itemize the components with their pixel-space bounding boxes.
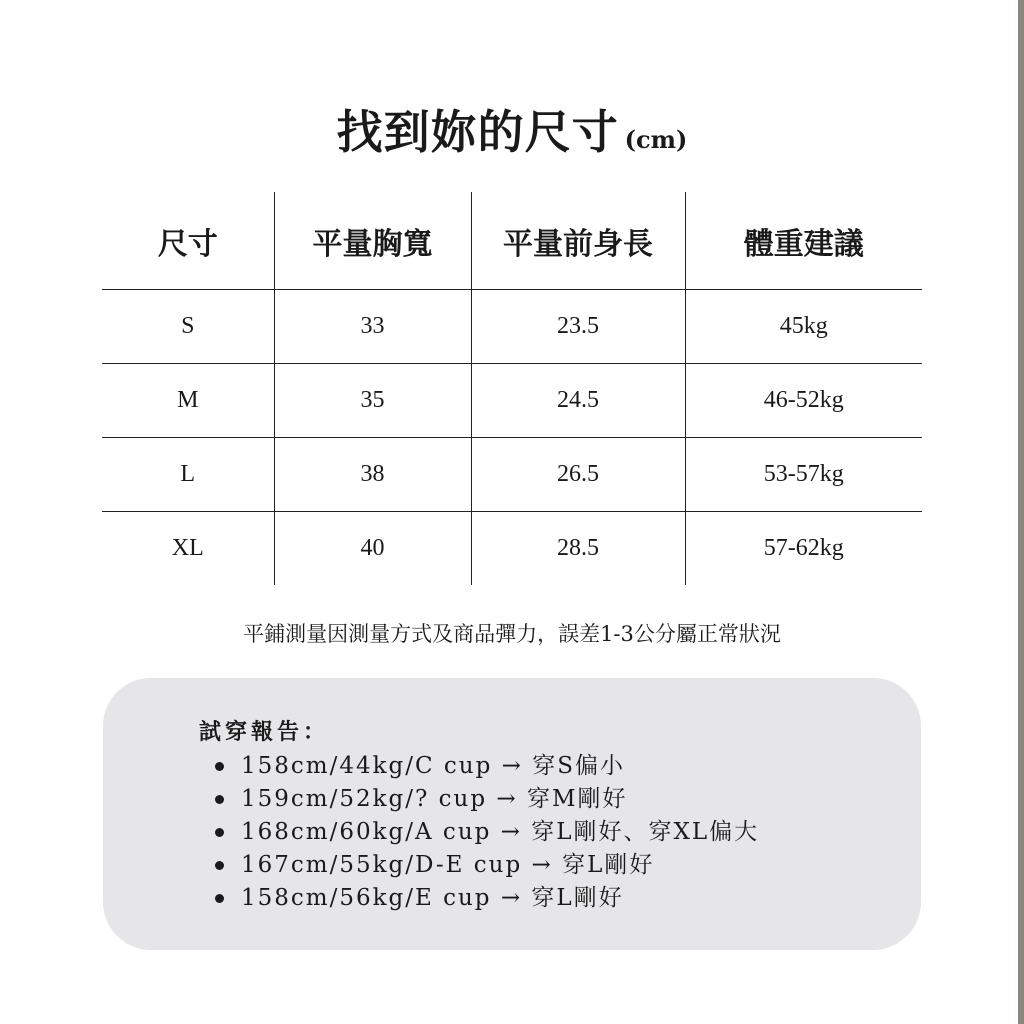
page-title-text: 找到妳的尺寸 [336,105,619,159]
table-header-row [102,192,922,290]
table-row [102,438,922,512]
header-size: 尺寸 [102,192,274,290]
cell-front-length: 24.5 [471,364,685,438]
fitting-report-list [213,750,759,915]
list-item [213,816,759,849]
bullet-icon [215,828,224,837]
cell-chest-width: 40 [274,512,471,586]
report-item-text: 158cm/44kg/C cup → 穿S偏小 [241,753,625,779]
fitting-report-title: 試穿報告： [199,719,330,745]
bullet-icon [215,861,224,870]
list-item [213,849,759,882]
cell-size: S [102,290,274,364]
cell-size: M [102,364,274,438]
header-chest-width: 平量胸寬 [274,192,471,290]
bullet-icon [215,795,224,804]
report-item-text: 159cm/52kg/? cup → 穿M剛好 [241,786,628,812]
measurement-note: 平鋪測量因測量方式及商品彈力，誤差1-3公分屬正常狀況 [243,622,781,646]
report-item-text: 167cm/55kg/D-E cup → 穿L剛好 [241,852,655,878]
cell-weight: 57-62kg [685,512,922,586]
header-front-length: 平量前身長 [471,192,685,290]
header-weight-suggestion: 體重建議 [685,192,922,290]
cell-weight: 46-52kg [685,364,922,438]
bullet-icon [215,762,224,771]
page-title-unit: (cm) [624,125,688,154]
cell-weight: 53-57kg [685,438,922,512]
bullet-icon [215,894,224,903]
cell-weight: 45kg [685,290,922,364]
cell-chest-width: 35 [274,364,471,438]
table-row [102,290,922,364]
list-item [213,882,759,915]
table-row [102,364,922,438]
size-chart-table [102,192,922,585]
page-title [0,100,1024,172]
cell-front-length: 23.5 [471,290,685,364]
cell-size: XL [171,535,204,561]
cell-size: L [102,438,274,512]
report-item-text: 158cm/56kg/E cup → 穿L剛好 [241,885,624,911]
list-item [213,750,759,783]
cell-front-length: 26.5 [471,438,685,512]
list-item [213,783,759,816]
cell-chest-width: 38 [274,438,471,512]
report-item-text: 168cm/60kg/A cup → 穿L剛好、穿XL偏大 [241,819,760,845]
table-row [102,512,922,586]
cell-front-length: 28.5 [471,512,685,586]
cell-chest-width: 33 [274,290,471,364]
fitting-report-panel [103,678,921,950]
